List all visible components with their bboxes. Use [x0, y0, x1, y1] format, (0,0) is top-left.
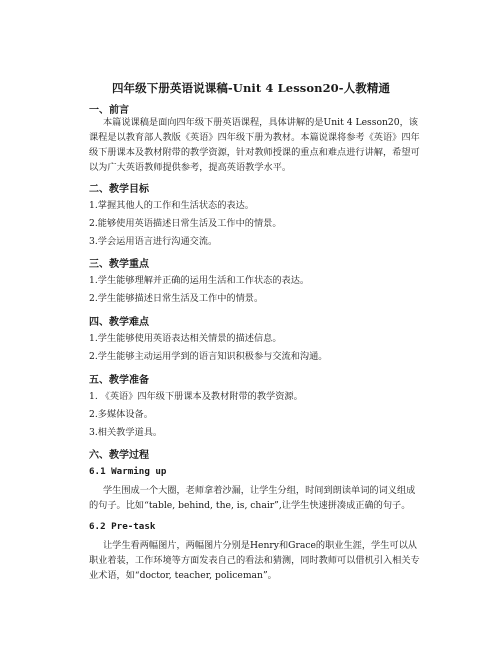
- pre-task-line-3: 业术语，如“doctor, teacher, policeman”。: [89, 570, 277, 581]
- subsection-heading-pre-task: 6.2 Pre-task: [89, 521, 156, 532]
- goal-item-3: 3.学会运用语言进行沟通交流。: [89, 236, 218, 247]
- pre-task-line-2: 职业着装，工作环境等方面发表自己的看法和猜测，同时教师可以借机引入相关专: [89, 555, 420, 566]
- preparation-item-3: 3.相关教学道具。: [89, 427, 163, 438]
- preparation-item-2: 2.多媒体设备。: [89, 409, 153, 420]
- subsection-heading-warming-up: 6.1 Warming up: [89, 466, 167, 477]
- section-heading-preparation: 五、教学准备: [89, 375, 149, 386]
- intro-line-4: 以为广大英语教师提供参考，提高英语教学水平。: [89, 162, 292, 173]
- document-title: 四年级下册英语说课稿-Unit 4 Lesson20-人教精通: [111, 81, 391, 95]
- intro-line-2: 课程是以教育部人教版《英语》四年级下册为教材。本篇说课将参考《英语》四年: [89, 132, 420, 143]
- section-heading-goals: 二、教学目标: [89, 184, 149, 195]
- goal-item-1: 1.掌握其他人的工作和生活状态的表达。: [89, 200, 254, 211]
- section-heading-key-points: 三、教学重点: [89, 259, 149, 270]
- key-point-item-2: 2.学生能够描述日常生活及工作中的情景。: [89, 293, 264, 304]
- pre-task-line-1: 让学生看两幅图片，两幅图片分别是Henry和Grace的职业生涯，学生可以从: [103, 540, 417, 551]
- intro-line-1: 本篇说课稿是面向四年级下册英语课程，具体讲解的是Unit 4 Lesson20，该: [103, 117, 418, 128]
- warming-up-line-1: 学生围成一个大圈，老师拿着沙漏，让学生分组，时间到朗读单词的词义组成: [103, 485, 416, 496]
- difficulty-item-1: 1.学生能够使用英语表达相关情景的描述信息。: [89, 333, 282, 344]
- section-heading-process: 六、教学过程: [89, 450, 149, 461]
- goal-item-2: 2.能够使用英语描述日常生活及工作中的情景。: [89, 218, 282, 229]
- warming-up-line-2: 的句子。比如“table, behind, the, is, chair”,让学生快速拼凑成正确的句子。: [89, 500, 411, 511]
- difficulty-item-2: 2.学生能够主动运用学到的语言知识积极参与交流和沟通。: [89, 351, 328, 362]
- preparation-item-1: 1. 《英语》四年级下册课本及教材附带的教学资源。: [89, 391, 303, 402]
- intro-line-3: 级下册课本及教材附带的教学资源，针对教师授课的重点和难点进行讲解，希望可: [89, 147, 420, 158]
- section-heading-difficulties: 四、教学难点: [89, 317, 149, 328]
- section-heading-intro: 一、前言: [89, 105, 129, 116]
- key-point-item-1: 1.学生能够理解并正确的运用生活和工作状态的表达。: [89, 275, 310, 286]
